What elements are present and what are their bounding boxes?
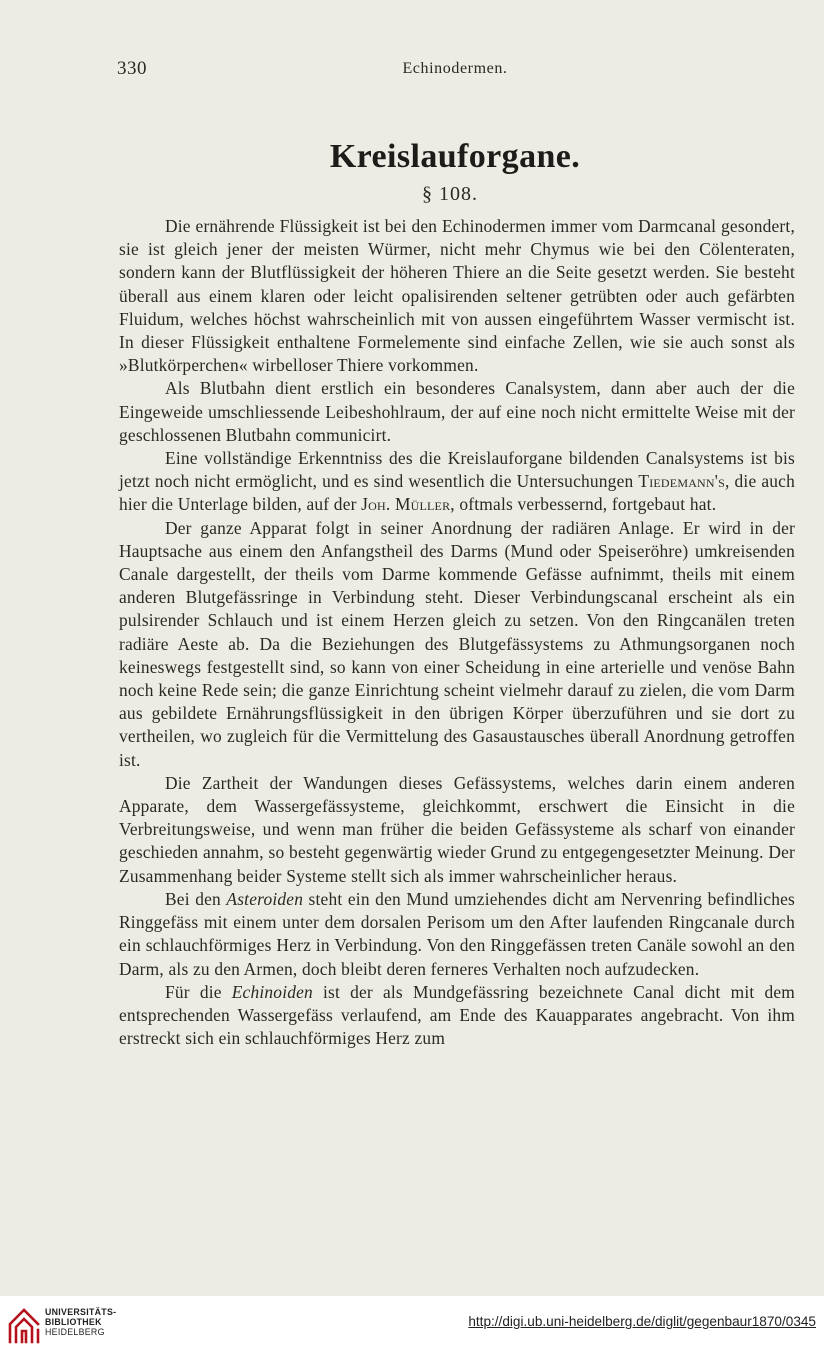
running-head (0, 58, 828, 84)
text-run: Der ganze Apparat folgt in seiner Anordnung der radiären Anlage. Er wird in der Hauptsache aus einem den Anfangstheil des Darms (Mund oder Speiseröhre) umkreisenden Canale dargestellt, der theils vom Darme kommende Gefässe aufnimmt, theils mit einem anderen Blutgefässringe in Verbindung steht. Dieser Verbindungscanal erscheint als ein pulsirender Schlauch und ist einem Herzen gleich zu setzen. Von den Ringcanälen treten radiäre Aeste ab. Da die Beziehungen des Blutgefässystems zu Athmungsorganen noch keineswegs festgestellt sind, so kann von einer Scheidung in eine arterielle und venöse Bahn noch keine Rede sein; die ganze Einrichtung scheint vielmehr darauf zu zielen, die vom Darm aus gebildete Ernährungsflüssigkeit in den übrigen Körper überzuführen und sie dort zu vertheilen, wo zugleich für die Vermittelung des Gasaustausches überall Anordnung getroffen ist. (119, 517, 795, 770)
paragraph (119, 215, 795, 377)
paragraph (119, 981, 795, 1051)
author-name: Joh. Müller (361, 494, 451, 515)
paragraph (119, 888, 795, 981)
library-name (45, 1307, 116, 1337)
paragraph (119, 377, 795, 447)
text-run: Eine vollständige Erkenntniss des die Kreislauforgane bildenden Canalsystems ist bis jetzt noch nicht ermöglicht, und es sind wesentlich die Untersuchungen (119, 448, 795, 492)
library-city: HEIDELBERG (45, 1327, 105, 1337)
text-run: Die Zartheit der Wandungen dieses Gefässystems, welches darin einem anderen Apparate, dem Wassergefässysteme, gleichkommt, erschwert die Einsicht in die Verbreitungsweise, und wenn man früher die beiden Gefässysteme als scharf von einander geschieden annahm, so besteht gegenwärtig wieder Grund zu entgegengesetzter Meinung. Der Zusammenhang beider Systeme stellt sich als immer wahrscheinlicher heraus. (119, 772, 795, 886)
source-url-link[interactable]: http://digi.ub.uni-heidelberg.de/diglit/gegenbaur1870/0345 (468, 1314, 816, 1329)
text-run: Für die (165, 981, 232, 1002)
text-run: steht ein den Mund umziehendes dicht am Nervenring befindliches Ringgefäss mit einem unter dem dorsalen Perisom um den After laufenden Ringcanale durch ein schlauchförmiges Herz in Verbindung. Von den Ringgefässen treten Canäle sowohl an den Darm, als zu den Armen, doch bleibt deren ferneres Verhalten noch aufzudecken. (119, 888, 795, 979)
text-run: Bei den (165, 888, 227, 909)
text-run: , die auch hier die Unterlage bilden, auf der (119, 471, 795, 515)
paragraph (119, 447, 795, 517)
text-run: Die ernährende Flüssigkeit ist bei den Echinodermen immer vom Darmcanal gesondert, sie ist gleich jener der meisten Würmer, nicht mehr Chymus wie bei den Cölenteraten, sondern kann der Blutflüssigkeit der höheren Thiere an die Seite gesetzt werden. Sie besteht überall aus einem klaren oder leicht opalisirenden seltener getrübten oder auch gefärbten Fluidum, welches höchst wahrscheinlich mit von aussen eingeführtem Wasser vermischt ist. In dieser Flüssigkeit enthaltene Formelemente sind einfache Zellen, wie sie auch sonst als »Blutkörperchen« wirbelloser Thiere vorkommen. (119, 216, 795, 376)
paragraph (119, 517, 795, 772)
footer-bar (0, 1296, 828, 1354)
library-name-line: BIBLIOTHEK (45, 1317, 102, 1327)
page-number: 330 (117, 58, 147, 79)
taxon-name: Echinoiden (231, 981, 313, 1002)
running-title: Echinodermen. (402, 60, 508, 77)
text-run: ist der als Mundgefässring bezeichnete Canal dicht mit dem entsprechenden Wassergefäss verlaufend, am Ende des Kauapparates angebracht. Von ihm erstreckt sich ein schlauchförmiges Herz zum (119, 981, 796, 1049)
text-run: , oftmals verbessernd, fortgebaut hat. (450, 494, 717, 515)
body-text (119, 215, 795, 1050)
library-logo-icon (6, 1304, 42, 1344)
library-name-line: UNIVERSITÄTS- (45, 1307, 117, 1317)
text-run: Als Blutbahn dient erstlich ein besonderes Canalsystem, dann aber auch der die Eingeweide umschliessende Leibeshohlraum, der auf eine noch nicht ermittelte Weise mit der geschlossenen Blutbahn communicirt. (119, 378, 795, 445)
author-name: Tiedemann's (638, 471, 725, 492)
section-number: § 108. (422, 183, 478, 205)
taxon-name: Asteroiden (226, 888, 304, 909)
chapter-title: Kreislauforgane. (329, 138, 581, 175)
paragraph (119, 772, 795, 888)
